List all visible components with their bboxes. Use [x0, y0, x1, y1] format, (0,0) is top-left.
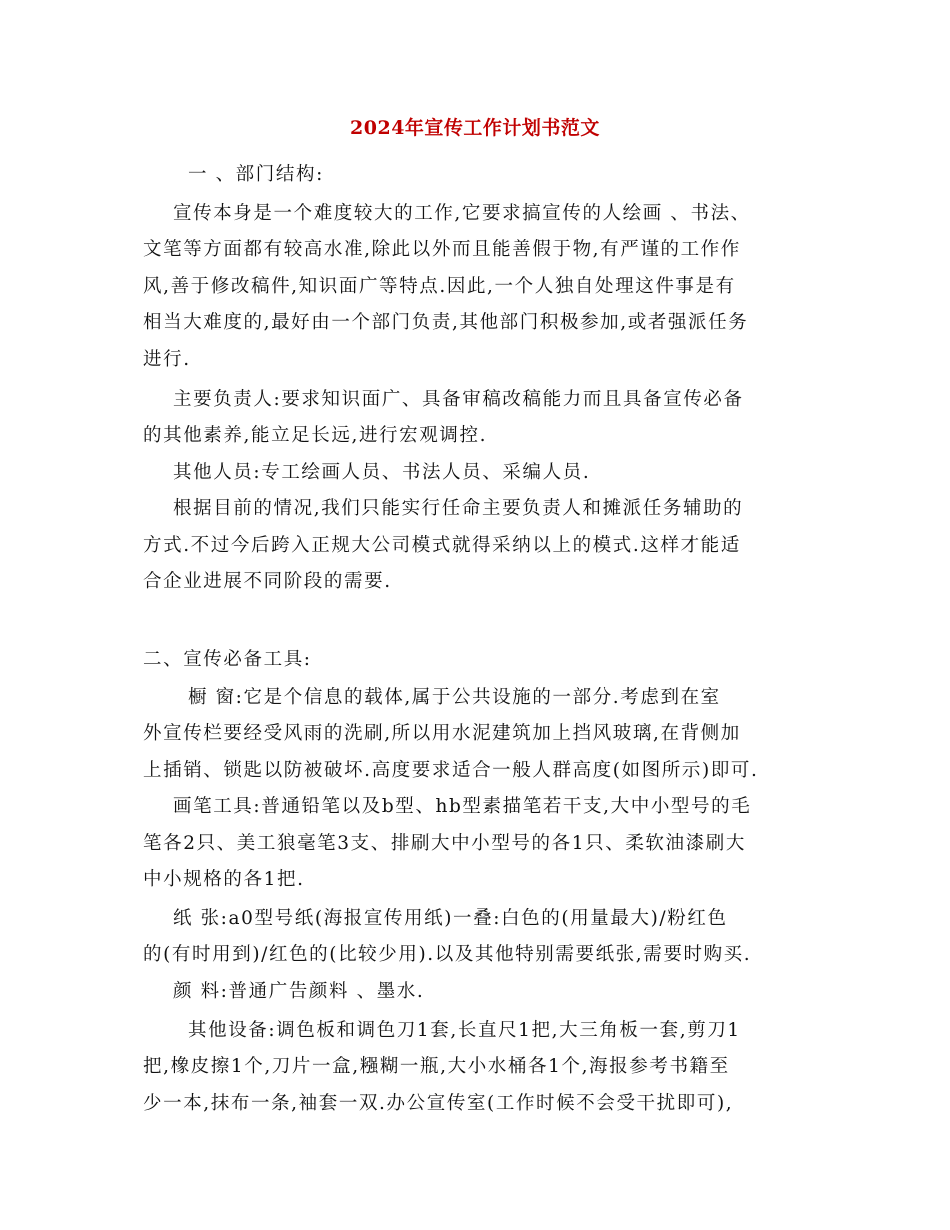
paragraph-line: 文笔等方面都有较高水准,除此以外而且能善假于物,有严谨的工作作 [143, 239, 741, 260]
paragraph-line: 方式.不过今后跨入正规大公司模式就得采纳以上的模式.这样才能适 [143, 535, 741, 556]
paragraph-line: 风,善于修改稿件,知识面广等特点.因此,一个人独自处理这件事是有 [143, 276, 736, 297]
paragraph-line: 的其他素养,能立足长远,进行宏观调控. [143, 425, 488, 446]
paragraph-line: 的(有时用到)/红色的(比较少用).以及其他特别需要纸张,需要时购买. [143, 944, 752, 965]
paragraph-line: 少一本,抹布一条,袖套一双.办公宣传室(工作时候不会受干扰即可), [143, 1093, 734, 1114]
paragraph-line: 根据目前的情况,我们只能实行任命主要负责人和摊派任务辅助的 [173, 498, 744, 519]
paragraph-line: 其他人员:专工绘画人员、书法人员、采编人员. [173, 462, 591, 483]
paragraph-line: 合企业进展不同阶段的需要. [143, 571, 392, 592]
paragraph-line: 主要负责人:要求知识面广、具备审稿改稿能力而且具备宣传必备 [173, 389, 744, 410]
paragraph-line: 宣传本身是一个难度较大的工作,它要求搞宣传的人绘画 、书法、 [173, 203, 751, 224]
paragraph-line: 画笔工具:普通铅笔以及b型、hb型素描笔若干支,大中小型号的毛 [173, 796, 752, 817]
paragraph-line: 其他设备:调色板和调色刀1套,长直尺1把,大三角板一套,剪刀1 [188, 1020, 741, 1041]
paragraph-line: 进行. [143, 349, 191, 370]
paragraph-line: 相当大难度的,最好由一个部门负责,其他部门积极参加,或者强派任务 [143, 312, 749, 333]
paragraph-line: 纸 张:a0型号纸(海报宣传用纸)一叠:白色的(用量最大)/粉红色 [173, 908, 728, 929]
paragraph-line: 外宣传栏要经受风雨的洗刷,所以用水泥建筑加上挡风玻璃,在背侧加 [143, 723, 741, 744]
heading-essential-tools: 二、宣传必备工具: [143, 649, 312, 670]
paragraph-line: 笔各2只、美工狼毫笔3支、排刷大中小型号的各1只、柔软油漆刷大 [143, 833, 746, 854]
heading-department-structure: 一 、部门结构: [188, 164, 324, 185]
paragraph-line: 上插销、锁匙以防被破坏.高度要求适合一般人群高度(如图所示)即可. [143, 760, 759, 781]
paragraph-line: 颜 料:普通广告颜料 、墨水. [173, 981, 425, 1002]
paragraph-line: 橱 窗:它是个信息的载体,属于公共设施的一部分.考虑到在室 [188, 687, 721, 708]
paragraph-line: 把,橡皮擦1个,刀片一盒,糨糊一瓶,大小水桶各1个,海报参考书籍至 [143, 1056, 730, 1077]
document-title: 2024年宣传工作计划书范文 [350, 117, 600, 139]
paragraph-line: 中小规格的各1把. [143, 869, 305, 890]
